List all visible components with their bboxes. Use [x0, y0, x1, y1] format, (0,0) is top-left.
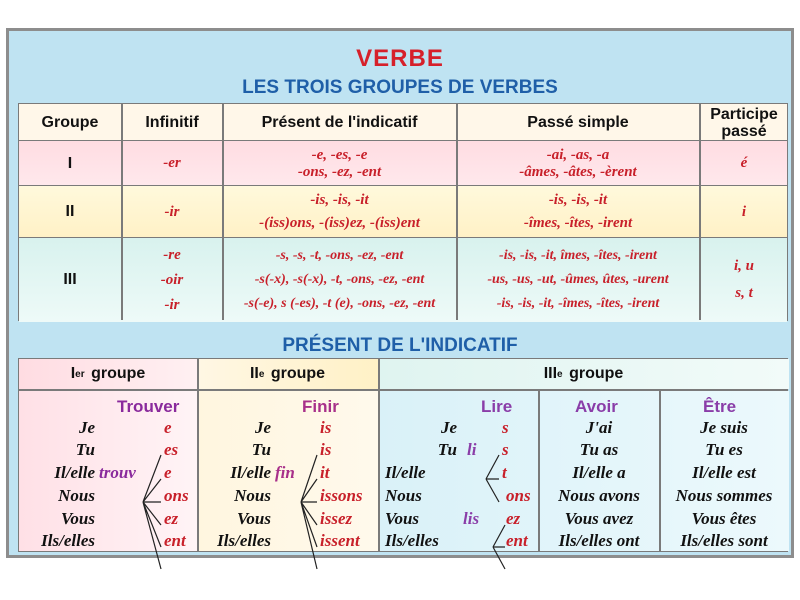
verb-ending: issons: [320, 486, 363, 505]
poster-title: VERBE: [356, 45, 444, 72]
pronoun: Je: [254, 418, 271, 437]
poster-subtitle: LES TROIS GROUPES DE VERBES: [242, 77, 558, 98]
infinitive-ending: -er: [163, 155, 181, 171]
group-number: III: [63, 271, 77, 288]
pronoun: Il/elle: [385, 463, 426, 482]
pronoun: Il/elle: [54, 463, 95, 482]
verb-ending: ez: [506, 509, 521, 528]
infinitive-ending: -ir: [164, 296, 180, 313]
participe-ending: i, u: [733, 258, 754, 274]
present-endings: -(iss)ons, -(iss)ez, -(iss)ent: [259, 215, 420, 231]
passe-simple-endings: -âmes, -âtes, -èrent: [519, 163, 637, 180]
group-number: II: [65, 203, 75, 220]
conjugated-form: Tu as: [579, 440, 619, 459]
passe-simple-endings: -ai, -as, -a: [546, 146, 610, 163]
conjugated-form: Il/elle a: [572, 463, 626, 482]
verb-ending: issent: [320, 531, 360, 550]
present-endings: -e, -es, -e: [311, 146, 368, 163]
pronoun: Vous: [236, 509, 271, 528]
verb-ending: is: [320, 440, 332, 459]
verb-ending: t: [502, 463, 507, 482]
group-2-header: II e groupe: [249, 365, 326, 382]
present-conjugation-panel: [18, 358, 788, 552]
conjugated-form: Ils/elles ont: [558, 531, 640, 550]
passe-simple-endings: -is, -is, -it, îmes, -îtes, -irent: [499, 248, 657, 263]
header-present: Présent de l'indicatif: [261, 114, 418, 131]
header-passe-simple: Passé simple: [527, 114, 629, 131]
header-participe: Participe passé: [710, 105, 778, 140]
pronoun: Tu: [251, 440, 271, 459]
pronoun: Ils/elles: [41, 531, 95, 550]
infinitive-ending: -ir: [164, 203, 180, 220]
verb-name-avoir: Avoir: [575, 397, 618, 416]
group-1-header: I er groupe: [70, 365, 146, 382]
verb-stem: fin: [275, 463, 295, 482]
participe-ending: i: [741, 203, 747, 220]
verb-ending: ons: [164, 486, 189, 505]
groups-table: [18, 103, 788, 321]
pronoun: Ils/elles: [385, 531, 439, 550]
pronoun: Vous: [60, 509, 95, 528]
present-endings: -s, -s, -t, -ons, -ez, -ent: [275, 248, 404, 263]
verb-ending: it: [320, 463, 330, 482]
header-groupe: Groupe: [41, 114, 99, 131]
conjugated-form: Vous avez: [564, 509, 634, 528]
passe-simple-endings: -îmes, -îtes, -irent: [523, 215, 633, 231]
verb-ending: is: [320, 418, 332, 437]
passe-simple-endings: -is, -is, -it, -îmes, -îtes, -irent: [496, 296, 660, 311]
verb-ending: s: [502, 440, 509, 459]
pronoun: Je: [440, 418, 457, 437]
group-3-header: III e groupe: [543, 365, 624, 382]
group-number: I: [67, 154, 73, 172]
verb-ending: ez: [164, 509, 179, 528]
verb-ending: ent: [164, 531, 186, 550]
verb-stem: trouv: [99, 463, 136, 482]
participe-ending: s, t: [735, 285, 753, 301]
verb-ending: e: [164, 418, 172, 437]
conjugated-form: J'ai: [585, 418, 613, 437]
pronoun: Nous: [234, 486, 271, 505]
pronoun: Nous: [385, 486, 422, 505]
present-endings: -s(-e), s (-es), -t (e), -ons, -ez, -ent: [243, 296, 436, 311]
verb-ending: issez: [320, 509, 353, 528]
infinitive-ending: -re: [163, 246, 181, 263]
verb-name-trouver: Trouver: [117, 397, 180, 416]
verb-name-lire: Lire: [481, 397, 513, 416]
passe-simple-endings: -is, -is, -it: [548, 192, 608, 208]
pronoun: Tu: [437, 440, 457, 459]
pronoun: Nous: [58, 486, 95, 505]
present-endings: -s(-x), -s(-x), -t, -ons, -ez, -ent: [254, 272, 425, 287]
conjugated-form: Tu es: [705, 440, 743, 459]
verb-name-etre: Être: [703, 397, 737, 416]
participe-ending: é: [740, 155, 748, 171]
verb-name-finir: Finir: [302, 397, 339, 416]
conjugated-form: Nous avons: [558, 486, 640, 505]
present-endings: -is, -is, -it: [310, 192, 369, 208]
header-infinitif: Infinitif: [145, 114, 199, 131]
conjugated-form: Nous sommes: [675, 486, 773, 505]
pronoun: Vous: [385, 509, 420, 528]
verb-ending: ons: [506, 486, 531, 505]
conjugated-form: Il/elle est: [692, 463, 756, 482]
pronoun: Tu: [75, 440, 95, 459]
verb-ending: ent: [506, 531, 528, 550]
pronoun: Il/elle: [230, 463, 271, 482]
passe-simple-endings: -us, -us, -ut, -ûmes, ûtes, -urent: [487, 272, 669, 287]
poster: [6, 28, 794, 558]
present-endings: -ons, -ez, -ent: [297, 163, 382, 180]
pronoun: Je: [78, 418, 95, 437]
conjugated-form: Ils/elles sont: [680, 531, 768, 550]
verb-ending: es: [164, 440, 179, 459]
pronoun: Ils/elles: [217, 531, 271, 550]
infinitive-ending: -oir: [160, 271, 184, 288]
verb-stem: lis: [463, 509, 480, 528]
present-section-title: PRÉSENT DE L'INDICATIF: [282, 335, 518, 356]
verb-ending: s: [502, 418, 509, 437]
conjugated-form: Je suis: [700, 418, 748, 437]
verb-stem: li: [467, 440, 477, 459]
verb-ending: e: [164, 463, 172, 482]
conjugated-form: Vous êtes: [691, 509, 757, 528]
